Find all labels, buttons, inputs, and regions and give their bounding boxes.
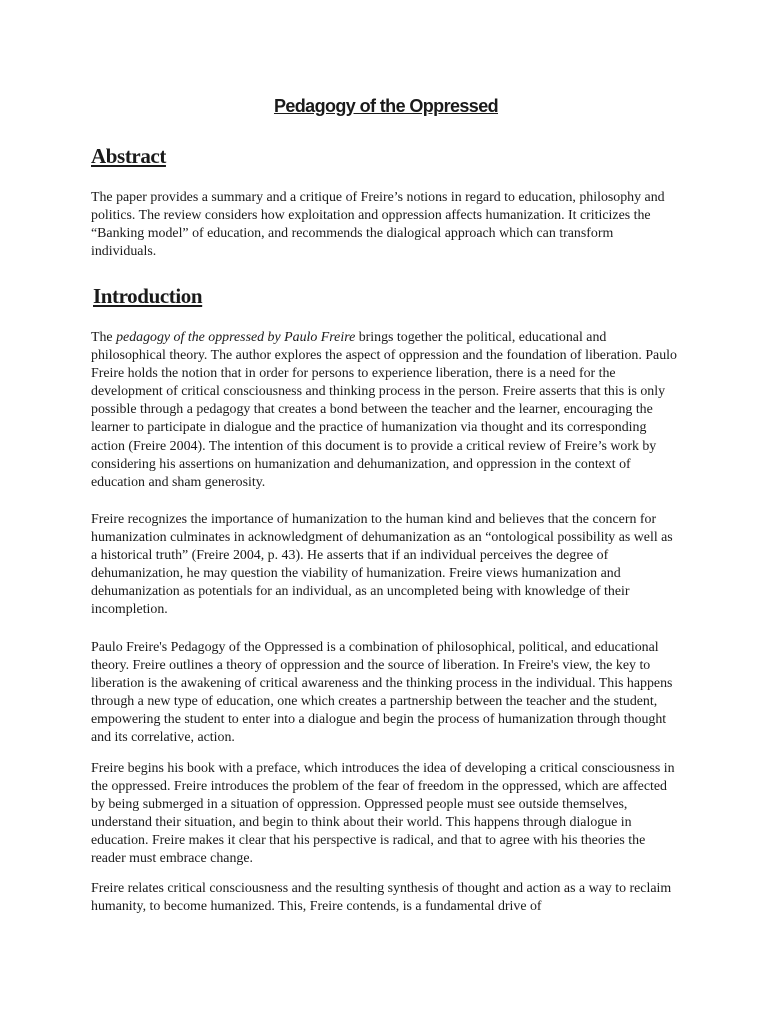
intro-paragraph-1-book-reference: pedagogy of the oppressed by Paulo Freire [116,330,356,345]
intro-paragraph-4: Freire begins his book with a preface, which introduces the idea of developing a critical consciousness in the oppressed. Freire introduces the problem of the fear of freedom in the oppressed, which are affected by being submerged in a situation of oppression. Oppressed people must see outside themselves, understand their situation, and begin to think about their world. This happens through dialogue in education. Freire makes it clear that his perspective is radical, and that to agree with his theories the reader must embrace change. [91,761,675,867]
intro-paragraph-1-lead: The [91,330,117,345]
introduction-heading: Introduction [93,284,203,308]
intro-paragraph-1 [91,329,681,492]
intro-paragraph-5: Freire relates critical consciousness and the resulting synthesis of thought and action as a way to reclaim humanity, to become humanized. This, Freire contends, is a fundamental drive of [91,881,672,915]
document-title: Pedagogy of the Oppressed [273,96,499,116]
intro-paragraph-2: Freire recognizes the importance of humanization to the human kind and believes that the concern for humanization culminates in acknowledgment of dehumanization as an “ontological possibility as well as a historical truth” (Freire 2004, p. 43). He asserts that if an individual perceives the degree of dehumanization, he may question the viability of humanization. Freire views humanization and dehumanization as potentials for an individual, as an uncompleted being with knowledge of their incompletion. [91,512,673,618]
abstract-heading: Abstract [91,144,166,168]
abstract-paragraph: The paper provides a summary and a critique of Freire’s notions in regard to education, philosophy and politics. The review considers how exploitation and oppression affects humanization. It criticizes the “Banking model” of education, and recommends the dialogical approach which can transform individuals. [91,190,665,260]
intro-paragraph-1-rest: brings together the political, educational and philosophical theory. The author explores the aspect of oppression and the foundation of liberation. Paulo Freire holds the notion that in order for persons to experience liberation, there is a need for the development of critical consciousness and thinking process in the person. Freire asserts that this is only possible through a pedagogy that creates a bond between the teacher and the learner, encouraging the learner to participate in dialogue and the practice of humanization via thought and its corresponding action (Freire 2004). The intention of this document is to provide a critical review of Freire’s work by considering his assertions on humanization and dehumanization, and oppression in the context of education and sham generosity. [91,330,677,490]
intro-paragraph-3: Paulo Freire's Pedagogy of the Oppressed is a combination of philosophical, political, and educational theory. Freire outlines a theory of oppression and the source of liberation. In Freire's view, the key to liberation is the awakening of critical awareness and the thinking process in the individual. This happens through a new type of education, one which creates a partnership between the teacher and the student, empowering the student to enter into a dialogue and begin the process of humanization through thought and its correlative, action. [91,640,673,746]
